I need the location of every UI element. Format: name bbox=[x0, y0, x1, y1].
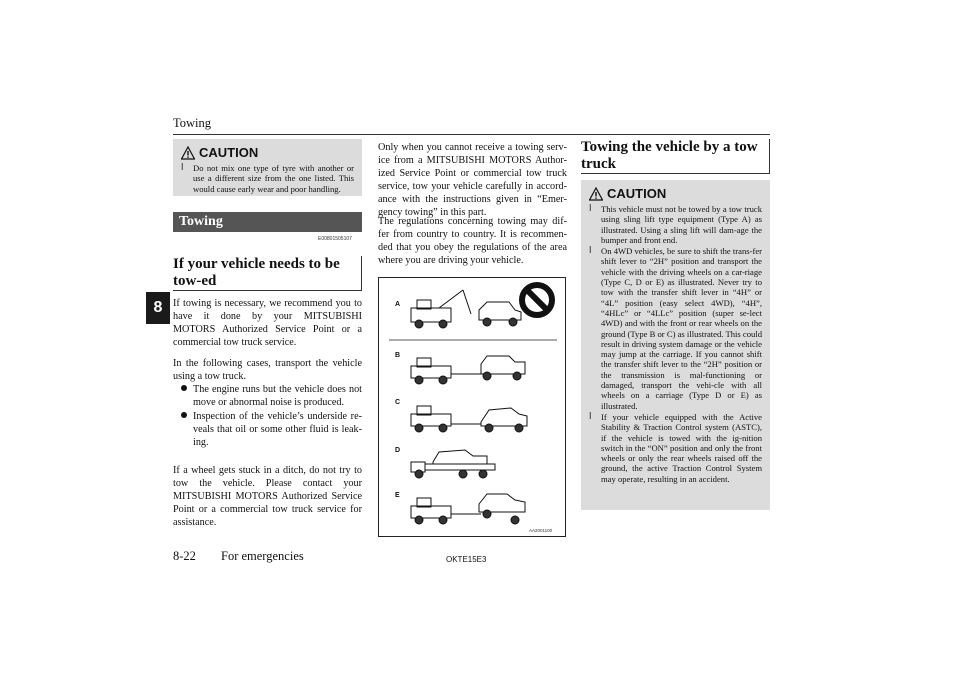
figure-code: AA2001100 bbox=[529, 528, 553, 533]
caution-box-right bbox=[581, 180, 770, 510]
caution-item: l On 4WD vehicles, be sure to shift the trans-fer shift lever to “2H” position and transport the vehicle with the driving wheels on a car-riage (Type C, D or E) as illustrated. Never try to tow with the transfer shift lever in “4H” or “4L” position (easy select 4WD), “4H”, “4HLc” or “4LLc” position (super se-lect 4WD) and with the front or rear wheels on the ground (Type B or C) as illustrated. This could result in driving system damage or the vehicle may jump at the carriage. If you cannot shift the transfer shift lever to the “2H” position or the transmission is mal-functioning or damaged, transport the vehi-cle with all wheels on a carriage (Type D or E) as illustrated. bbox=[589, 246, 762, 411]
heading-text: Towing the vehicle by a tow truck bbox=[581, 139, 758, 172]
document-code: OKTE15E3 bbox=[446, 555, 487, 564]
case-text: Inspection of the vehicle’s underside re-veals that oil or some other fluid is leak-ing. bbox=[193, 411, 362, 448]
caution-list bbox=[181, 163, 354, 194]
chapter-name: For emergencies bbox=[221, 549, 304, 563]
para-recommend: If towing is necessary, we recommend you to have it done by your MITSUBISHI MOTORS Authorized Service Point or a commercial tow truck service. bbox=[173, 298, 362, 348]
para-regulations: The regulations concerning towing may dif-fer from country to country. It is recommen-ded that you obey the regulations of the area where you are driving your vehicle. bbox=[378, 216, 567, 266]
tow-type-a-drawing bbox=[411, 290, 521, 328]
para-cases: In the following cases, transport the vehicle using a tow truck. bbox=[173, 358, 362, 382]
caution-list bbox=[589, 204, 762, 484]
caution-box-left bbox=[173, 139, 362, 196]
caution-item: l If your vehicle equipped with the Active Stability & Traction Control system (ASTC), if the vehicle is towed with the ig-nition switch in the “ON” position and only the front wheels or only the rear wheels raised off the ground, the active Traction Control System may operate, resulting in an accident. bbox=[589, 412, 762, 484]
bullet-dot-icon bbox=[181, 412, 187, 418]
caution-heading bbox=[589, 186, 762, 201]
prohibition-icon bbox=[522, 285, 552, 315]
para-only-when: Only when you cannot receive a towing serv-ice from a MITSUBISHI MOTORS Author-ized Service Point or commercial tow truck service, tow your vehicle carefully in accord-ance with the instructions given in “Emer-gency towing” in this part. bbox=[378, 142, 567, 218]
warning-triangle-icon bbox=[589, 187, 603, 201]
figure-label-d: D bbox=[395, 447, 401, 454]
running-header: Towing bbox=[173, 116, 212, 130]
heading-needs-towing bbox=[173, 256, 362, 291]
figure-label-b: B bbox=[395, 352, 401, 359]
figure-label-a: A bbox=[395, 301, 401, 308]
caution-item: l Do not mix one type of tyre with another or use a different size from the one listed. This would cause early wear and poor handling. bbox=[181, 163, 354, 194]
heading-text: If your vehicle needs to be tow-ed bbox=[173, 256, 340, 289]
figure-label-c: C bbox=[395, 399, 401, 406]
tow-type-b-drawing bbox=[411, 356, 525, 384]
caution-label: CAUTION bbox=[199, 145, 259, 160]
bullet-dot-icon bbox=[181, 385, 187, 391]
case-text: The engine runs but the vehicle does not move or abnormal noise is produced. bbox=[193, 384, 362, 408]
section-title-bar: Towing bbox=[173, 212, 362, 232]
case-list bbox=[181, 383, 362, 449]
case-item bbox=[181, 383, 362, 409]
caution-heading bbox=[181, 145, 354, 160]
page-number: 8-22 bbox=[173, 549, 196, 563]
towing-types-figure bbox=[378, 277, 566, 537]
tow-type-d-drawing bbox=[411, 450, 495, 478]
case-item bbox=[181, 410, 362, 449]
chapter-tab: 8 bbox=[146, 292, 170, 324]
tow-type-e-drawing bbox=[411, 494, 525, 524]
towing-illustration bbox=[379, 278, 565, 536]
section-code: E00801505107 bbox=[318, 236, 352, 242]
caution-item: l This vehicle must not be towed by a tow truck using sling lift type equipment (Type A) as illustrated. Using a sling lift will dam-age the bumper and front end. bbox=[589, 204, 762, 245]
caution-label: CAUTION bbox=[607, 186, 667, 201]
figure-label-e: E bbox=[395, 492, 400, 499]
heading-tow-truck bbox=[581, 139, 770, 174]
header-rule bbox=[173, 134, 770, 135]
warning-triangle-icon bbox=[181, 146, 195, 160]
tow-type-c-drawing bbox=[411, 406, 527, 432]
para-ditch: If a wheel gets stuck in a ditch, do not try to tow the vehicle. Please contact your MITSUBISHI MOTORS Authorized Service Point or a commercial tow truck service for assistance. bbox=[173, 465, 362, 528]
